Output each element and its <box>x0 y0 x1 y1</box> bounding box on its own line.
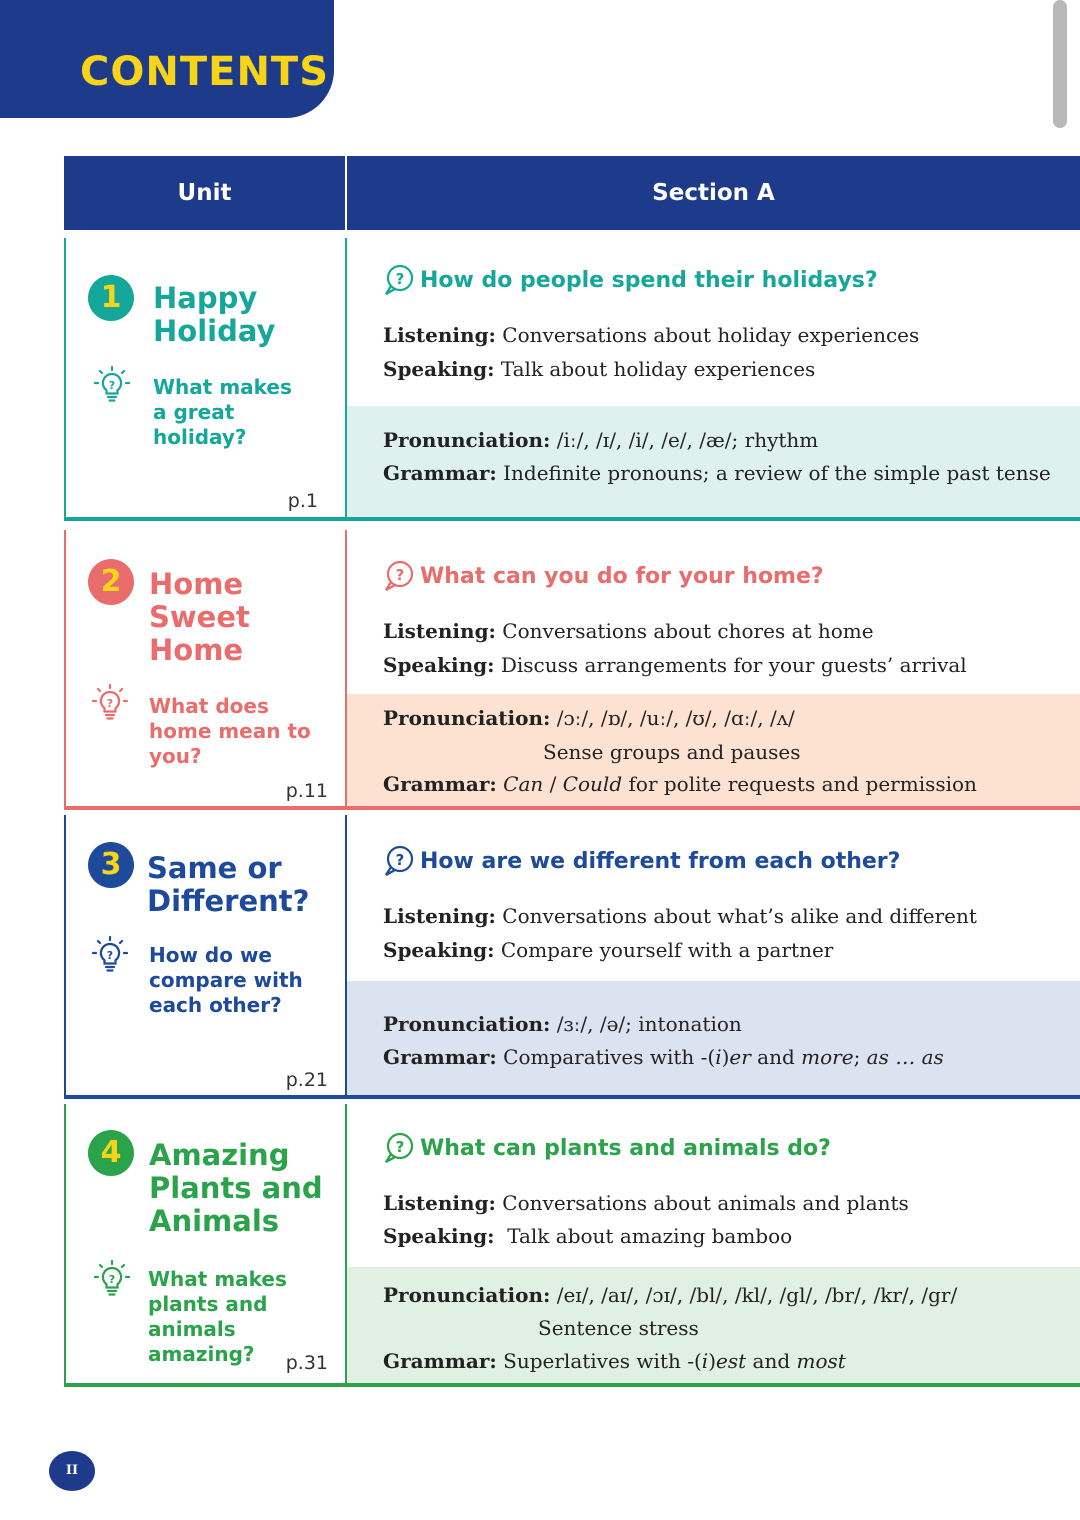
grammar-text: Superlatives with -( <box>503 1349 702 1373</box>
big-question-line: plants and <box>148 1292 268 1316</box>
grammar-label: Grammar: <box>383 1045 497 1069</box>
row-bottom-border <box>64 1383 1080 1387</box>
listening-text: Conversations about holiday experiences <box>502 323 920 347</box>
row-divider <box>345 815 347 1095</box>
page-reference: p.21 <box>285 1069 328 1091</box>
grammar-separator: / <box>543 772 563 796</box>
row-border <box>64 1104 66 1383</box>
grammar-line <box>383 1347 846 1375</box>
section-question: How do people spend their holidays? <box>420 268 878 293</box>
unit-title <box>153 282 343 348</box>
grammar-italic: er <box>729 1045 751 1069</box>
big-question-line: animals <box>148 1317 236 1341</box>
row-bottom-border <box>64 517 1080 521</box>
listening-text: Conversations about what’s alike and different <box>502 904 977 928</box>
listening-label: Listening: <box>383 619 496 643</box>
section-question: What can you do for your home? <box>420 564 824 589</box>
big-question-line: What makes <box>148 1267 287 1291</box>
page-reference: p.31 <box>285 1352 328 1374</box>
unit-number-badge: 3 <box>88 842 134 888</box>
svg-text:?: ? <box>108 1273 116 1286</box>
row-border <box>64 815 66 1095</box>
svg-text:?: ? <box>395 1138 405 1156</box>
big-question-line: amazing? <box>148 1342 255 1366</box>
unit-title-line: Same or <box>147 851 282 885</box>
big-question-line: What does <box>149 694 269 718</box>
pronunciation-label: Pronunciation: <box>383 1012 551 1036</box>
speaking-line <box>383 651 967 679</box>
question-bubble-icon <box>382 1131 416 1165</box>
svg-text:?: ? <box>395 851 405 869</box>
unit-title <box>147 852 342 918</box>
pronunciation-extra: Sense groups and pauses <box>543 740 801 764</box>
big-question <box>149 694 319 769</box>
header-section-a: Section A <box>652 180 775 206</box>
grammar-text: and <box>746 1349 797 1373</box>
page-number-badge: II <box>49 1451 95 1491</box>
unit-title <box>149 1139 344 1238</box>
grammar-italic: more <box>801 1045 854 1069</box>
speaking-line <box>383 1222 792 1250</box>
listening-line <box>383 1189 909 1217</box>
unit-title-line: Home <box>149 567 244 601</box>
table-header <box>64 156 1080 230</box>
grammar-italic: i <box>715 1045 722 1069</box>
big-question-line: each other? <box>149 993 282 1017</box>
unit-row-1 <box>64 238 1080 521</box>
grammar-modal-can: Can <box>503 772 544 796</box>
pronunciation-text: /ɜː/, /ə/; intonation <box>556 1012 742 1036</box>
listening-text: Conversations about animals and plants <box>502 1191 909 1215</box>
speaking-label: Speaking: <box>383 653 495 677</box>
pronunciation-line <box>383 426 818 454</box>
grammar-text: ) <box>708 1349 717 1373</box>
listening-line <box>383 321 919 349</box>
big-question-line: compare with <box>149 968 303 992</box>
grammar-line <box>383 459 1051 487</box>
big-question <box>149 943 319 1018</box>
grammar-italic: most <box>796 1349 846 1373</box>
svg-text:?: ? <box>108 379 116 392</box>
svg-text:?: ? <box>106 949 114 962</box>
unit-number-badge: 2 <box>88 559 134 605</box>
big-question-line: you? <box>149 744 202 768</box>
svg-text:?: ? <box>395 270 405 288</box>
speaking-text: Talk about holiday experiences <box>500 357 816 381</box>
speaking-label: Speaking: <box>383 357 495 381</box>
big-question-line: home mean to <box>149 719 311 743</box>
speaking-label: Speaking: <box>383 1224 495 1248</box>
unit-title-line: Sweet <box>149 600 250 634</box>
listening-line <box>383 902 977 930</box>
unit-row-3 <box>64 815 1080 1099</box>
unit-title-line: Plants and <box>149 1171 323 1205</box>
listening-text: Conversations about chores at home <box>502 619 874 643</box>
speaking-line <box>383 936 833 964</box>
unit-title-line: Happy <box>153 281 258 315</box>
question-bubble-icon <box>382 263 416 297</box>
row-border <box>64 238 66 517</box>
listening-line <box>383 617 874 645</box>
svg-text:?: ? <box>106 697 114 710</box>
listening-label: Listening: <box>383 1191 496 1215</box>
section-question: How are we different from each other? <box>420 849 901 874</box>
contents-title: CONTENTS <box>80 49 330 95</box>
pronunciation-line <box>383 1010 742 1038</box>
question-bubble-icon <box>382 844 416 878</box>
row-bottom-border <box>64 1095 1080 1099</box>
speaking-line <box>383 355 815 383</box>
scrollbar[interactable] <box>1053 0 1067 128</box>
row-border <box>64 530 66 806</box>
grammar-modal-could: Could <box>562 772 623 796</box>
listening-label: Listening: <box>383 904 496 928</box>
grammar-line <box>383 1043 944 1071</box>
grammar-label: Grammar: <box>383 1349 497 1373</box>
unit-number-badge: 4 <box>88 1130 134 1176</box>
unit-title-line: Animals <box>149 1204 280 1238</box>
pronunciation-text: /iː/, /ɪ/, /i/, /e/, /æ/; rhythm <box>556 428 819 452</box>
lightbulb-question-icon <box>91 364 133 406</box>
question-bubble-icon <box>382 559 416 593</box>
speaking-text: Talk about amazing bamboo <box>507 1224 793 1248</box>
pronunciation-label: Pronunciation: <box>383 706 551 730</box>
pronunciation-line <box>383 704 795 732</box>
big-question-line: a great <box>153 400 235 424</box>
unit-row-2 <box>64 530 1080 810</box>
grammar-text: for polite requests and permission <box>622 772 977 796</box>
speaking-label: Speaking: <box>383 938 495 962</box>
grammar-panel <box>347 981 1080 1095</box>
header-unit: Unit <box>177 180 232 206</box>
page-reference: p.11 <box>285 780 328 802</box>
big-question-line: What makes <box>153 375 292 399</box>
big-question-line: holiday? <box>153 425 247 449</box>
speaking-text: Compare yourself with a partner <box>500 938 834 962</box>
grammar-text: ; <box>853 1045 867 1069</box>
row-divider <box>345 1104 347 1383</box>
grammar-line <box>383 770 977 798</box>
grammar-label: Grammar: <box>383 772 497 796</box>
big-question-line: How do we <box>149 943 272 967</box>
grammar-label: Grammar: <box>383 461 497 485</box>
grammar-text: ) <box>721 1045 730 1069</box>
page-reference: p.1 <box>287 490 318 512</box>
pronunciation-line <box>383 1281 957 1309</box>
listening-label: Listening: <box>383 323 496 347</box>
unit-title-line: Amazing <box>149 1138 290 1172</box>
grammar-italic: i <box>701 1349 709 1373</box>
unit-title <box>149 568 339 667</box>
speaking-text: Discuss arrangements for your guests’ arrival <box>500 653 967 677</box>
grammar-italic: as … as <box>866 1045 944 1069</box>
unit-title-line: Different? <box>147 884 310 918</box>
unit-title-line: Holiday <box>153 314 276 348</box>
unit-title-line: Home <box>149 633 244 667</box>
grammar-text: Comparatives with -( <box>503 1045 716 1069</box>
svg-text:?: ? <box>395 566 405 584</box>
big-question <box>153 375 323 450</box>
grammar-text: Indefinite pronouns; a review of the simple past tense <box>503 461 1051 485</box>
unit-row-4 <box>64 1104 1080 1387</box>
lightbulb-question-icon <box>91 1258 133 1300</box>
grammar-italic: est <box>716 1349 747 1373</box>
pronunciation-label: Pronunciation: <box>383 1283 551 1307</box>
section-question: What can plants and animals do? <box>420 1136 831 1161</box>
pronunciation-label: Pronunciation: <box>383 428 551 452</box>
row-divider <box>345 530 347 806</box>
grammar-text: and <box>750 1045 802 1069</box>
unit-number-badge: 1 <box>88 275 134 321</box>
pronunciation-text: /eɪ/, /aɪ/, /ɔɪ/, /bl/, /kl/, /gl/, /br/, /kr/, /gr/ <box>556 1283 958 1307</box>
lightbulb-question-icon <box>89 934 131 976</box>
row-bottom-border <box>64 806 1080 810</box>
lightbulb-question-icon <box>89 682 131 724</box>
pronunciation-text: /ɔː/, /ɒ/, /uː/, /ʊ/, /ɑː/, /ʌ/ <box>556 706 795 730</box>
contents-banner <box>0 0 334 118</box>
row-divider <box>345 238 347 517</box>
pronunciation-extra: Sentence stress <box>538 1316 699 1340</box>
